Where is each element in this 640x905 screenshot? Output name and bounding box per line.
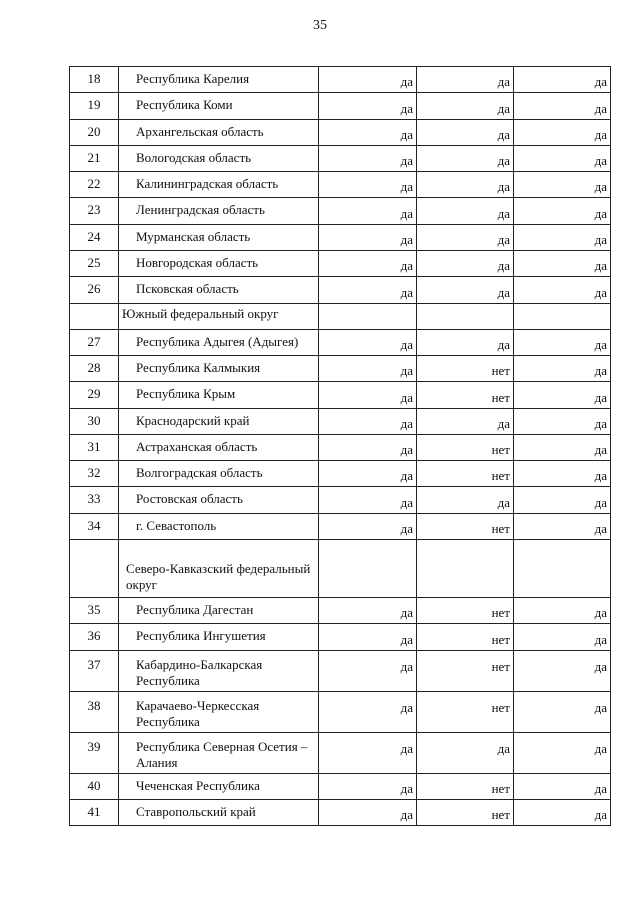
value-cell-1: да bbox=[319, 513, 417, 539]
row-number: 19 bbox=[70, 93, 119, 119]
region-name: г. Севастополь bbox=[119, 513, 319, 539]
value-cell-3: да bbox=[514, 461, 611, 487]
value-cell-2: нет bbox=[417, 598, 514, 624]
region-name: Ростовская область bbox=[119, 487, 319, 513]
value-cell-3: да bbox=[514, 513, 611, 539]
row-number: 37 bbox=[70, 650, 119, 691]
region-name: Ставропольский край bbox=[119, 799, 319, 825]
value-cell-2: нет bbox=[417, 624, 514, 650]
table-row bbox=[70, 513, 611, 539]
region-name: Республика Крым bbox=[119, 382, 319, 408]
value-cell-3: да bbox=[514, 119, 611, 145]
value-cell-1: да bbox=[319, 382, 417, 408]
row-number: 38 bbox=[70, 691, 119, 732]
region-name: Республика Дагестан bbox=[119, 598, 319, 624]
value-cell-2: да bbox=[417, 487, 514, 513]
table-row bbox=[70, 172, 611, 198]
value-cell-3: да bbox=[514, 224, 611, 250]
row-number: 40 bbox=[70, 773, 119, 799]
region-name: Псковская область bbox=[119, 277, 319, 303]
value-cell-1: да bbox=[319, 329, 417, 355]
value-cell-2: нет bbox=[417, 799, 514, 825]
row-number: 36 bbox=[70, 624, 119, 650]
table-row bbox=[70, 67, 611, 93]
table-row bbox=[70, 461, 611, 487]
region-name: Республика Калмыкия bbox=[119, 355, 319, 381]
value-cell bbox=[514, 540, 611, 598]
district-header-row bbox=[70, 303, 611, 329]
value-cell-2: да bbox=[417, 198, 514, 224]
regions-table bbox=[69, 66, 611, 826]
row-number: 28 bbox=[70, 355, 119, 381]
table-row bbox=[70, 119, 611, 145]
value-cell bbox=[319, 303, 417, 329]
value-cell-3: да bbox=[514, 382, 611, 408]
value-cell-2: нет bbox=[417, 355, 514, 381]
district-name: Южный федеральный округ bbox=[119, 303, 319, 329]
value-cell-3: да bbox=[514, 732, 611, 773]
row-number: 22 bbox=[70, 172, 119, 198]
row-number: 25 bbox=[70, 251, 119, 277]
value-cell-1: да bbox=[319, 732, 417, 773]
row-number: 31 bbox=[70, 434, 119, 460]
table-row bbox=[70, 145, 611, 171]
value-cell bbox=[514, 303, 611, 329]
value-cell-2: нет bbox=[417, 382, 514, 408]
value-cell-3: да bbox=[514, 691, 611, 732]
table-row bbox=[70, 408, 611, 434]
value-cell-2: нет bbox=[417, 461, 514, 487]
table-row bbox=[70, 732, 611, 773]
row-number: 33 bbox=[70, 487, 119, 513]
value-cell-3: да bbox=[514, 251, 611, 277]
value-cell-2: да bbox=[417, 251, 514, 277]
value-cell-3: да bbox=[514, 93, 611, 119]
row-number: 34 bbox=[70, 513, 119, 539]
number-cell bbox=[70, 540, 119, 598]
value-cell-2: да bbox=[417, 277, 514, 303]
row-number: 35 bbox=[70, 598, 119, 624]
value-cell-1: да bbox=[319, 277, 417, 303]
table-row bbox=[70, 355, 611, 381]
table-row bbox=[70, 799, 611, 825]
value-cell-3: да bbox=[514, 172, 611, 198]
value-cell-3: да bbox=[514, 67, 611, 93]
value-cell-3: да bbox=[514, 329, 611, 355]
value-cell-1: да bbox=[319, 799, 417, 825]
region-name: Новгородская область bbox=[119, 251, 319, 277]
row-number: 27 bbox=[70, 329, 119, 355]
table-row bbox=[70, 382, 611, 408]
value-cell-1: да bbox=[319, 145, 417, 171]
value-cell-2: да bbox=[417, 224, 514, 250]
row-number: 20 bbox=[70, 119, 119, 145]
value-cell-3: да bbox=[514, 624, 611, 650]
value-cell-3: да bbox=[514, 198, 611, 224]
value-cell-1: да bbox=[319, 461, 417, 487]
table-row bbox=[70, 598, 611, 624]
number-cell bbox=[70, 303, 119, 329]
table-row bbox=[70, 434, 611, 460]
row-number: 32 bbox=[70, 461, 119, 487]
row-number: 18 bbox=[70, 67, 119, 93]
value-cell-2: да bbox=[417, 145, 514, 171]
row-number: 23 bbox=[70, 198, 119, 224]
value-cell-1: да bbox=[319, 172, 417, 198]
value-cell-2: да bbox=[417, 732, 514, 773]
value-cell-3: да bbox=[514, 434, 611, 460]
value-cell bbox=[417, 303, 514, 329]
table-row bbox=[70, 224, 611, 250]
value-cell-2: да bbox=[417, 119, 514, 145]
table-row bbox=[70, 198, 611, 224]
district-name: Северо-Кавказский федеральный округ bbox=[119, 540, 319, 598]
value-cell-1: да bbox=[319, 691, 417, 732]
value-cell-2: да bbox=[417, 67, 514, 93]
row-number: 30 bbox=[70, 408, 119, 434]
value-cell-1: да bbox=[319, 773, 417, 799]
value-cell-3: да bbox=[514, 799, 611, 825]
value-cell-1: да bbox=[319, 624, 417, 650]
table-row bbox=[70, 650, 611, 691]
table-row bbox=[70, 93, 611, 119]
value-cell-1: да bbox=[319, 93, 417, 119]
value-cell-2: да bbox=[417, 93, 514, 119]
regions-table-body bbox=[70, 67, 611, 826]
region-name: Краснодарский край bbox=[119, 408, 319, 434]
value-cell-3: да bbox=[514, 487, 611, 513]
value-cell-1: да bbox=[319, 119, 417, 145]
table-row bbox=[70, 691, 611, 732]
table-row bbox=[70, 277, 611, 303]
row-number: 41 bbox=[70, 799, 119, 825]
value-cell-2: нет bbox=[417, 434, 514, 460]
region-name: Калининградская область bbox=[119, 172, 319, 198]
region-name: Республика Коми bbox=[119, 93, 319, 119]
row-number: 29 bbox=[70, 382, 119, 408]
value-cell-2: да bbox=[417, 172, 514, 198]
value-cell-3: да bbox=[514, 277, 611, 303]
region-name: Ленинградская область bbox=[119, 198, 319, 224]
value-cell-1: да bbox=[319, 251, 417, 277]
value-cell-1: да bbox=[319, 67, 417, 93]
value-cell-1: да bbox=[319, 355, 417, 381]
row-number: 24 bbox=[70, 224, 119, 250]
value-cell-1: да bbox=[319, 434, 417, 460]
region-name: Волгоградская область bbox=[119, 461, 319, 487]
region-name: Мурманская область bbox=[119, 224, 319, 250]
region-name: Республика Северная Осетия – Алания bbox=[119, 732, 319, 773]
region-name: Кабардино-Балкарская Республика bbox=[119, 650, 319, 691]
table-row bbox=[70, 624, 611, 650]
region-name: Вологодская область bbox=[119, 145, 319, 171]
table-row bbox=[70, 329, 611, 355]
region-name: Республика Ингушетия bbox=[119, 624, 319, 650]
value-cell-3: да bbox=[514, 773, 611, 799]
value-cell-2: нет bbox=[417, 513, 514, 539]
value-cell-2: нет bbox=[417, 773, 514, 799]
table-row bbox=[70, 251, 611, 277]
value-cell-3: да bbox=[514, 145, 611, 171]
value-cell-2: нет bbox=[417, 650, 514, 691]
value-cell-1: да bbox=[319, 224, 417, 250]
region-name: Архангельская область bbox=[119, 119, 319, 145]
value-cell-1: да bbox=[319, 198, 417, 224]
value-cell-1: да bbox=[319, 650, 417, 691]
region-name: Республика Адыгея (Адыгея) bbox=[119, 329, 319, 355]
value-cell-2: нет bbox=[417, 691, 514, 732]
value-cell-1: да bbox=[319, 598, 417, 624]
value-cell-3: да bbox=[514, 355, 611, 381]
row-number: 26 bbox=[70, 277, 119, 303]
value-cell bbox=[319, 540, 417, 598]
region-name: Карачаево-Черкесская Республика bbox=[119, 691, 319, 732]
region-name: Чеченская Республика bbox=[119, 773, 319, 799]
page-number: 35 bbox=[313, 18, 327, 33]
value-cell-1: да bbox=[319, 487, 417, 513]
value-cell bbox=[417, 540, 514, 598]
value-cell-1: да bbox=[319, 408, 417, 434]
value-cell-3: да bbox=[514, 598, 611, 624]
table-row bbox=[70, 773, 611, 799]
value-cell-3: да bbox=[514, 408, 611, 434]
region-name: Республика Карелия bbox=[119, 67, 319, 93]
value-cell-3: да bbox=[514, 650, 611, 691]
row-number: 21 bbox=[70, 145, 119, 171]
value-cell-2: да bbox=[417, 408, 514, 434]
region-name: Астраханская область bbox=[119, 434, 319, 460]
district-header-row bbox=[70, 540, 611, 598]
value-cell-2: да bbox=[417, 329, 514, 355]
row-number: 39 bbox=[70, 732, 119, 773]
table-row bbox=[70, 487, 611, 513]
